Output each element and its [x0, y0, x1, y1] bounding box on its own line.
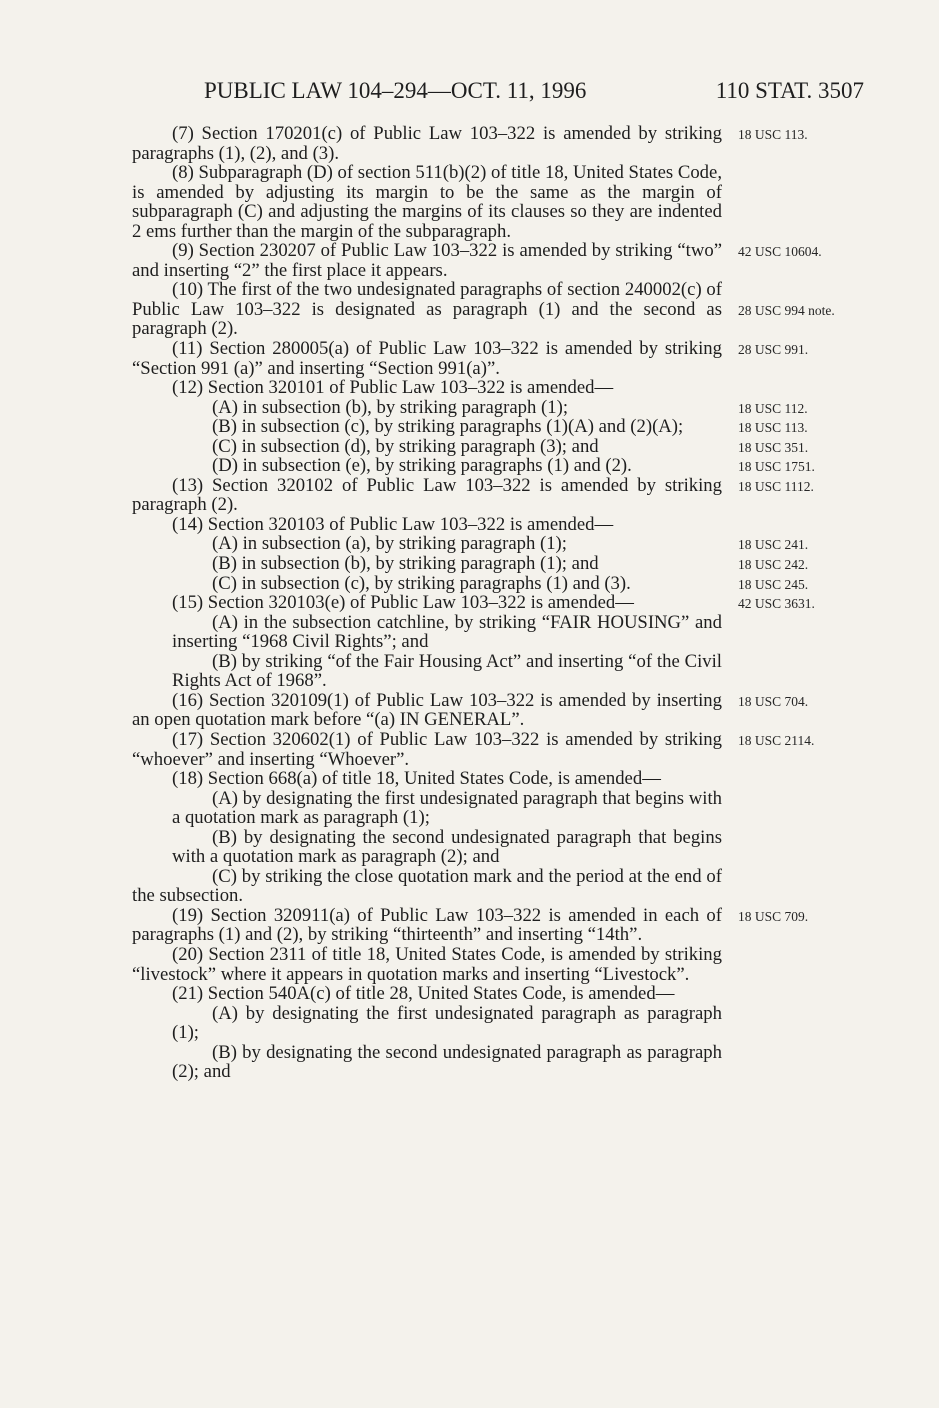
- paragraph: [132, 613, 722, 652]
- margin-note: 42 USC 3631.: [738, 596, 815, 612]
- paragraph-text: (14) Section 320103 of Public Law 103–322 is amended—: [172, 513, 614, 535]
- margin-note: 18 USC 112.: [738, 400, 808, 416]
- paragraph-text: (15) Section 320103(e) of Public Law 103–322 is amended—: [172, 592, 634, 614]
- paragraph: [132, 789, 722, 828]
- paragraph-text: (A) by designating the first undesignated paragraph that begins with a quotation mark as paragraph (1);: [172, 787, 722, 829]
- paragraph: [132, 652, 722, 691]
- paragraph-text: (9) Section 230207 of Public Law 103–322 is amended by striking “two” and inserting “2” the first place it appears.: [132, 240, 722, 281]
- paragraph: [132, 396, 808, 418]
- paragraph: [132, 984, 722, 1004]
- paragraph: [132, 455, 815, 477]
- paragraph: [132, 592, 815, 614]
- paragraph-text: (D) in subsection (e), by striking paragraphs (1) and (2).: [212, 455, 632, 477]
- paragraph-text: (18) Section 668(a) of title 18, United States Code, is amended—: [172, 768, 661, 790]
- paragraph-text: (B) by designating the second undesignated paragraph as paragraph (2); and: [172, 1041, 722, 1083]
- paragraph: [132, 123, 808, 164]
- header-page-number: 110 STAT. 3507: [715, 78, 864, 103]
- paragraph-text: (C) in subsection (c), by striking paragraphs (1) and (3).: [212, 572, 631, 594]
- margin-note: 28 USC 994 note.: [738, 302, 835, 318]
- margin-note: 18 USC 113.: [738, 420, 808, 436]
- paragraph: [132, 769, 722, 789]
- paragraph: [132, 828, 722, 867]
- margin-note: 18 USC 2114.: [738, 732, 815, 748]
- paragraph-text: (21) Section 540A(c) of title 28, United States Code, is amended—: [172, 983, 675, 1005]
- paragraph-text: (10) The first of the two undesignated paragraphs of section 240002(c) of Public Law 103–322 is designated as paragraph (1) and the second as paragraph (2).: [132, 279, 722, 340]
- paragraph-text: (20) Section 2311 of title 18, United States Code, is amended by striking “livestock” where it appears in quotation marks and inserting “Livestock”.: [132, 943, 722, 985]
- margin-note: 18 USC 709.: [738, 908, 809, 924]
- margin-note: 18 USC 113.: [738, 127, 808, 142]
- paragraph: [132, 240, 822, 281]
- paragraph: [132, 1043, 722, 1082]
- page-header: [204, 74, 864, 108]
- paragraph-text: (7) Section 170201(c) of Public Law 103–322 is amended by striking paragraphs (1), (2), and (3).: [132, 123, 722, 164]
- margin-note: 18 USC 704.: [738, 693, 809, 709]
- paragraph: [132, 338, 809, 379]
- paragraph: [132, 279, 835, 340]
- paragraph-text: (A) in subsection (a), by striking paragraph (1);: [212, 533, 567, 555]
- margin-note: 18 USC 351.: [738, 439, 809, 455]
- paragraph-text: (A) in the subsection catchline, by striking “FAIR HOUSING” and inserting “1968 Civil Rights”; and: [172, 611, 722, 653]
- paragraph: [132, 474, 814, 516]
- paragraph: [132, 867, 722, 906]
- paragraph-text: (19) Section 320911(a) of Public Law 103–322 is amended in each of paragraphs (1) and (2), by striking “thirteenth” and inserting “14th”.: [132, 904, 722, 946]
- paragraph-text: (16) Section 320109(1) of Public Law 103–322 is amended by inserting an open quotation mark before “(a) IN GENERAL”.: [132, 689, 722, 731]
- paragraph-text: (A) by designating the first undesignated paragraph as paragraph (1);: [172, 1002, 722, 1044]
- margin-note: 18 USC 1112.: [738, 478, 814, 494]
- paragraph-text: (C) by striking the close quotation mark and the period at the end of the subsection.: [132, 865, 722, 907]
- paragraph-text: (17) Section 320602(1) of Public Law 103–322 is amended by striking “whoever” and inserting “Whoever”.: [132, 728, 722, 770]
- margin-note: 18 USC 241.: [738, 537, 809, 553]
- paragraph-text: (B) by designating the second undesignated paragraph that begins with a quotation mark as paragraph (2); and: [172, 826, 722, 868]
- paragraph-text: (B) by striking “of the Fair Housing Act” and inserting “of the Civil Rights Act of 1968”.: [172, 650, 722, 692]
- margin-note: 18 USC 1751.: [738, 459, 815, 475]
- paragraph: [132, 553, 809, 575]
- margin-note: 18 USC 245.: [738, 576, 809, 592]
- paragraph: [132, 572, 809, 594]
- paragraph-text: (C) in subsection (d), by striking paragraph (3); and: [212, 435, 599, 457]
- paragraph-text: (12) Section 320101 of Public Law 103–322 is amended—: [172, 377, 614, 399]
- paragraph: [132, 515, 722, 535]
- margin-note: 42 USC 10604.: [738, 244, 822, 260]
- paragraph-text: (B) in subsection (b), by striking paragraph (1); and: [212, 553, 599, 575]
- paragraph-text: (8) Subparagraph (D) of section 511(b)(2) of title 18, United States Code, is amended by adjusting its margin to be the same as the margin of subparagraph (C) and adjusting the margins of its clauses so they are indented 2 ems further than the margin of the subparagraph.: [132, 162, 722, 242]
- paragraph: [132, 689, 809, 731]
- paragraph-text: (A) in subsection (b), by striking paragraph (1);: [212, 396, 569, 418]
- paragraph: [132, 533, 809, 555]
- paragraph-text: (11) Section 280005(a) of Public Law 103–322 is amended by striking “Section 991 (a)” and inserting “Section 991(a)”.: [132, 338, 722, 379]
- document-body: [132, 123, 835, 1083]
- paragraph-text: (13) Section 320102 of Public Law 103–322 is amended by striking paragraph (2).: [132, 474, 722, 516]
- paragraph: [132, 163, 722, 241]
- paragraph: [132, 435, 809, 457]
- margin-note: 18 USC 242.: [738, 557, 809, 573]
- paragraph: [132, 728, 815, 770]
- margin-note: 28 USC 991.: [738, 342, 809, 358]
- paragraph: [132, 1004, 722, 1043]
- paragraph-text: (B) in subsection (c), by striking paragraphs (1)(A) and (2)(A);: [212, 416, 684, 438]
- paragraph: [132, 416, 808, 438]
- header-title: PUBLIC LAW 104–294—OCT. 11, 1996: [204, 78, 587, 103]
- paragraph: [132, 945, 722, 984]
- paragraph: [132, 378, 722, 398]
- paragraph: [132, 904, 809, 946]
